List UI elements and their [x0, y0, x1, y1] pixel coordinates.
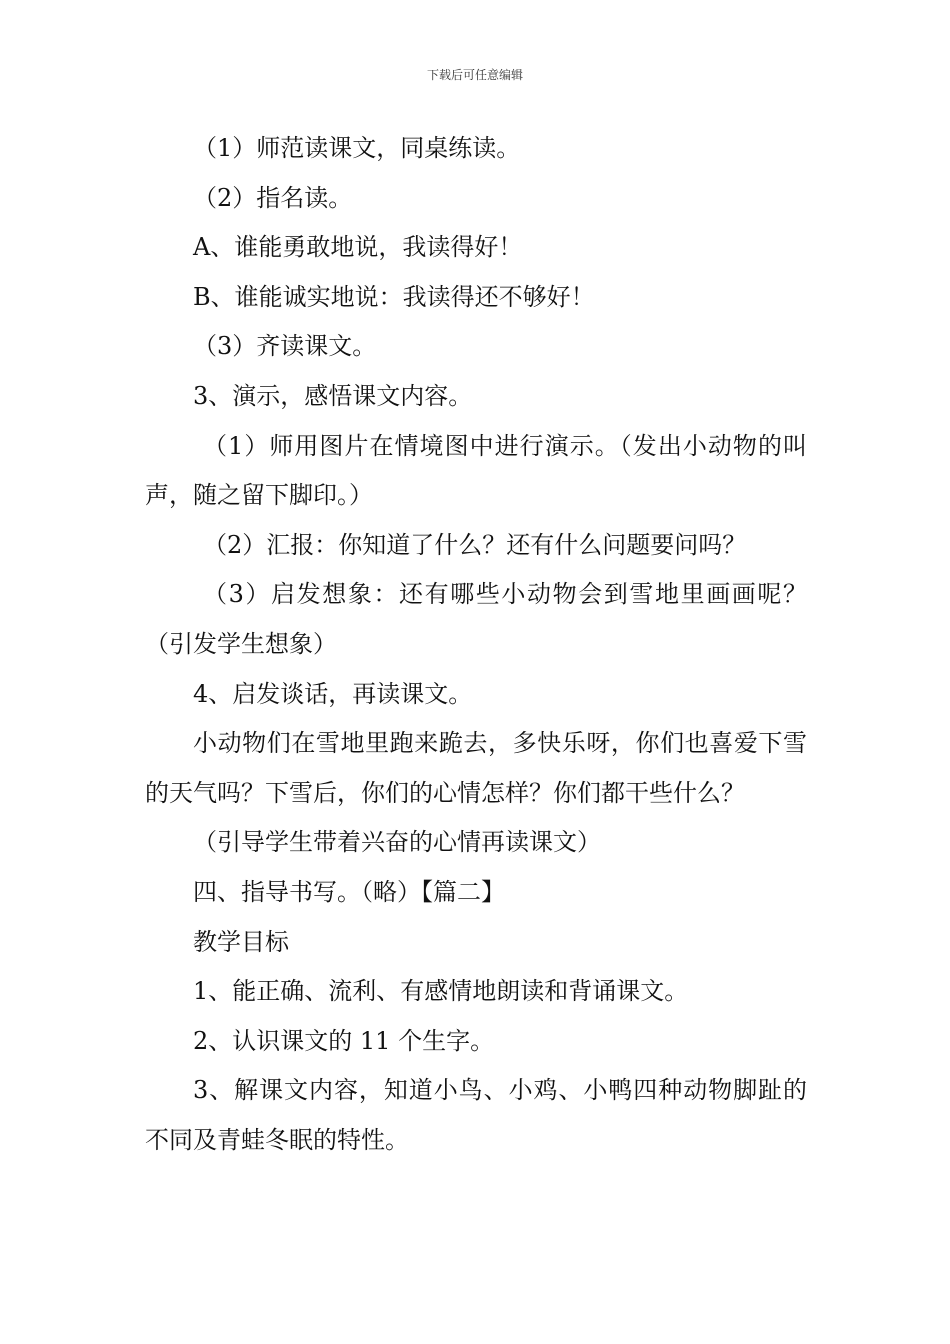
document-body — [145, 124, 807, 1165]
paragraph-12: （引导学生带着兴奋的心情再读课文） — [193, 828, 601, 857]
paragraph-7: （1）师用图片在情境图中进行演示。（发出小动物的叫声，随之留下脚印。） — [145, 431, 807, 510]
paragraph-11: 小动物们在雪地里跑来跪去，多快乐呀，你们也喜爱下雪的天气吗？下雪后，你们的心情怎样？你们都干些什么？ — [145, 729, 807, 807]
paragraph-17: 3、解课文内容，知道小鸟、小鸡、小鸭四种动物脚趾的不同及青蛙冬眠的特性。 — [145, 1076, 807, 1154]
paragraph-2: （2）指名读。 — [193, 183, 353, 212]
paragraph-6: 3、演示，感悟课文内容。 — [193, 381, 473, 410]
paragraph-15: 1、能正确、流利、有感情地朗读和背诵课文。 — [193, 977, 689, 1006]
paragraph-16: 2、认识课文的 11 个生字。 — [193, 1026, 495, 1055]
page-header: 下载后可任意编辑 — [426, 68, 523, 82]
paragraph-8: （2）汇报：你知道了什么？还有什么问题要问吗？ — [203, 530, 747, 559]
paragraph-14: 教学目标 — [193, 927, 289, 956]
paragraph-10: 4、启发谈话，再读课文。 — [193, 679, 473, 708]
paragraph-3: A、谁能勇敢地说，我读得好！ — [193, 233, 523, 262]
paragraph-4: B、谁能诚实地说：我读得还不够好！ — [193, 282, 595, 311]
paragraph-13: 四、指导书写。（略）【篇二】 — [193, 877, 505, 906]
paragraph-5: （3）齐读课文。 — [193, 332, 377, 361]
paragraph-1: （1）师范读课文，同桌练读。 — [193, 134, 521, 162]
paragraph-9: （3）启发想象：还有哪些小动物会到雪地里画画呢？（引发学生想象） — [145, 580, 807, 658]
